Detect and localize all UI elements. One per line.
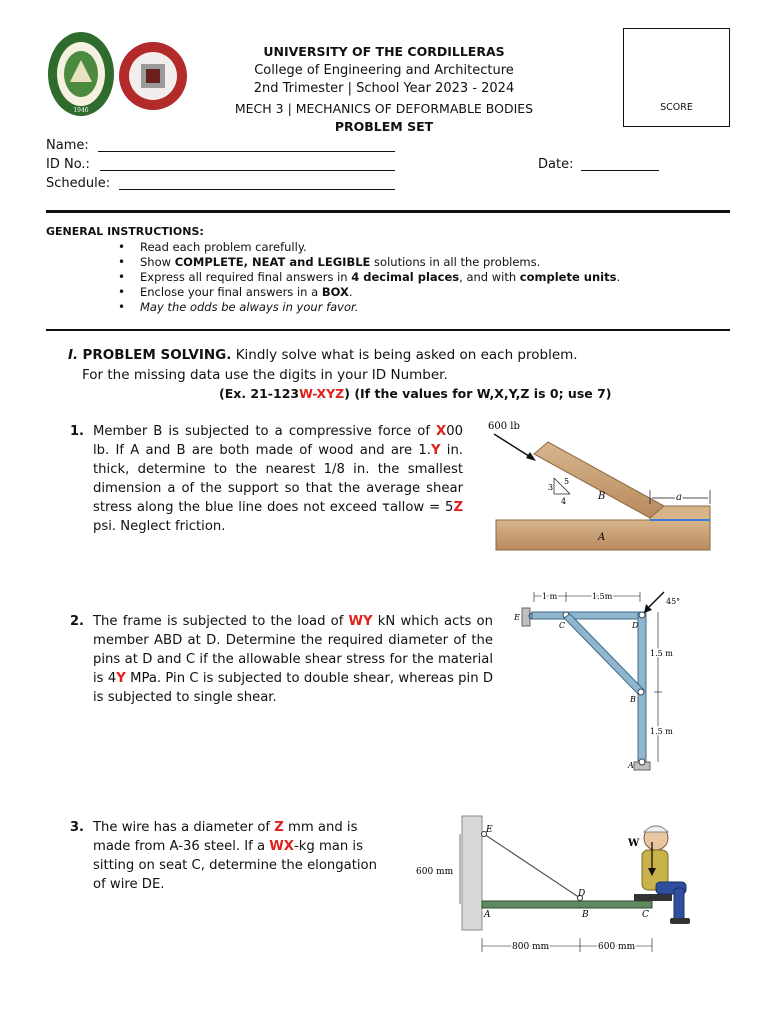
university-seal [46, 30, 116, 118]
schedule-label: Schedule: [46, 176, 111, 191]
svg-text:1.5m: 1.5m [592, 592, 613, 601]
svg-text:E: E [486, 825, 493, 835]
section-example: (Ex. 21-123W-XYZ) (If the values for W,X,Y,Z is 0; use 7) [219, 386, 612, 401]
svg-text:1.5 m: 1.5 m [650, 727, 673, 736]
problem-1-text: Member B is subjected to a compressive force of X00 lb. If A and B are both made of wood and are 1.Y in. thick, determine to the nearest 1/8 in. the smallest dimension a of the support so that the average shear stress along the blue line does not exceed τallow = 5Z psi. Neglect friction. [93, 424, 464, 534]
name-field[interactable] [46, 138, 89, 153]
svg-text:E: E [514, 613, 520, 622]
instruction-item: • May the odds be always in your favor. [140, 300, 700, 315]
svg-text:600 mm: 600 mm [598, 942, 636, 952]
score-box[interactable] [623, 28, 730, 127]
svg-text:3: 3 [548, 483, 554, 492]
date-field[interactable] [538, 157, 573, 172]
figure-2 [512, 586, 712, 782]
wall [462, 816, 482, 930]
svg-text:D: D [632, 621, 639, 630]
name-line[interactable] [98, 151, 395, 152]
load-label: 600 lb [488, 421, 520, 432]
svg-text:4: 4 [561, 497, 567, 506]
id-field[interactable] [46, 157, 90, 172]
term: 2nd Trimester | School Year 2023 - 2024 [253, 81, 515, 96]
label-a: A [598, 532, 606, 543]
section-line2: For the missing data use the digits in your ID Number. [82, 367, 448, 383]
doc-type: PROBLEM SET [334, 119, 434, 134]
svg-text:1.5 m: 1.5 m [650, 649, 673, 658]
svg-text:600 mm: 600 mm [416, 867, 454, 877]
figure-1 [484, 414, 714, 554]
course-title: MECH 3 | MECHANICS OF DEFORMABLE BODIES [234, 101, 534, 116]
instructions-list [140, 240, 700, 315]
svg-text:800 mm: 800 mm [512, 942, 550, 952]
problem-3-number: 3. [70, 820, 84, 835]
id-label: ID No.: [46, 157, 90, 172]
instruction-item: • Enclose your final answers in a BOX. [140, 285, 700, 300]
figure-3 [412, 812, 708, 964]
problem-3-text: The wire has a diameter of Z mm and is made from A-36 steel. If a WX-kg man is sitting on seat C, determine the elongation of wire DE. [93, 820, 377, 892]
beam-abc [482, 901, 652, 908]
divider-top [46, 210, 730, 213]
svg-text:45°: 45° [666, 597, 681, 606]
problem-2-number: 2. [70, 614, 84, 629]
date-line[interactable] [581, 170, 659, 171]
problem-2-text: The frame is subjected to the load of WY kN which acts on member ABD at D. Determine the required diameter of the pins at D and C if the allowable shear stress for the material is 4Y MPa. Pin C is subjected to double shear, whereas pin D is subjected to single shear. [93, 614, 493, 705]
svg-text:B: B [630, 695, 636, 704]
svg-text:D: D [578, 889, 586, 899]
university-name: UNIVERSITY OF THE CORDILLERAS [263, 44, 505, 59]
instruction-item: • Show COMPLETE, NEAT and LEGIBLE solutions in all the problems. [140, 255, 700, 270]
member-b [534, 442, 664, 518]
score-label: SCORE [660, 102, 693, 113]
date-label: Date: [538, 157, 574, 172]
svg-text:C: C [642, 910, 649, 920]
schedule-field[interactable] [46, 176, 110, 191]
schedule-line[interactable] [119, 189, 395, 190]
name-label: Name: [46, 138, 89, 153]
svg-text:A: A [628, 761, 634, 770]
svg-text:5: 5 [564, 477, 570, 486]
dim-a: a [676, 492, 682, 503]
instruction-item: • Read each problem carefully. [140, 240, 700, 255]
college-name: College of Engineering and Architecture [254, 63, 514, 78]
problem-1-number: 1. [70, 424, 84, 439]
wire-de [484, 834, 580, 898]
instruction-item: • Express all required final answers in 4 decimal places, and with complete units. [140, 270, 700, 285]
svg-text:1 m: 1 m [542, 592, 558, 601]
svg-text:1946: 1946 [73, 107, 89, 114]
svg-text:B: B [582, 910, 589, 920]
svg-text:C: C [559, 621, 566, 630]
section-heading: I. PROBLEM SOLVING. Kindly solve what is being asked on each problem. [68, 347, 578, 363]
member-ed [532, 612, 642, 619]
college-seal [117, 40, 189, 112]
divider-bottom [46, 329, 730, 331]
svg-text:W: W [628, 838, 640, 849]
svg-text:A: A [484, 910, 491, 920]
instructions-title: GENERAL INSTRUCTIONS: [46, 225, 204, 238]
label-b: B [598, 491, 606, 502]
id-line[interactable] [100, 170, 395, 171]
